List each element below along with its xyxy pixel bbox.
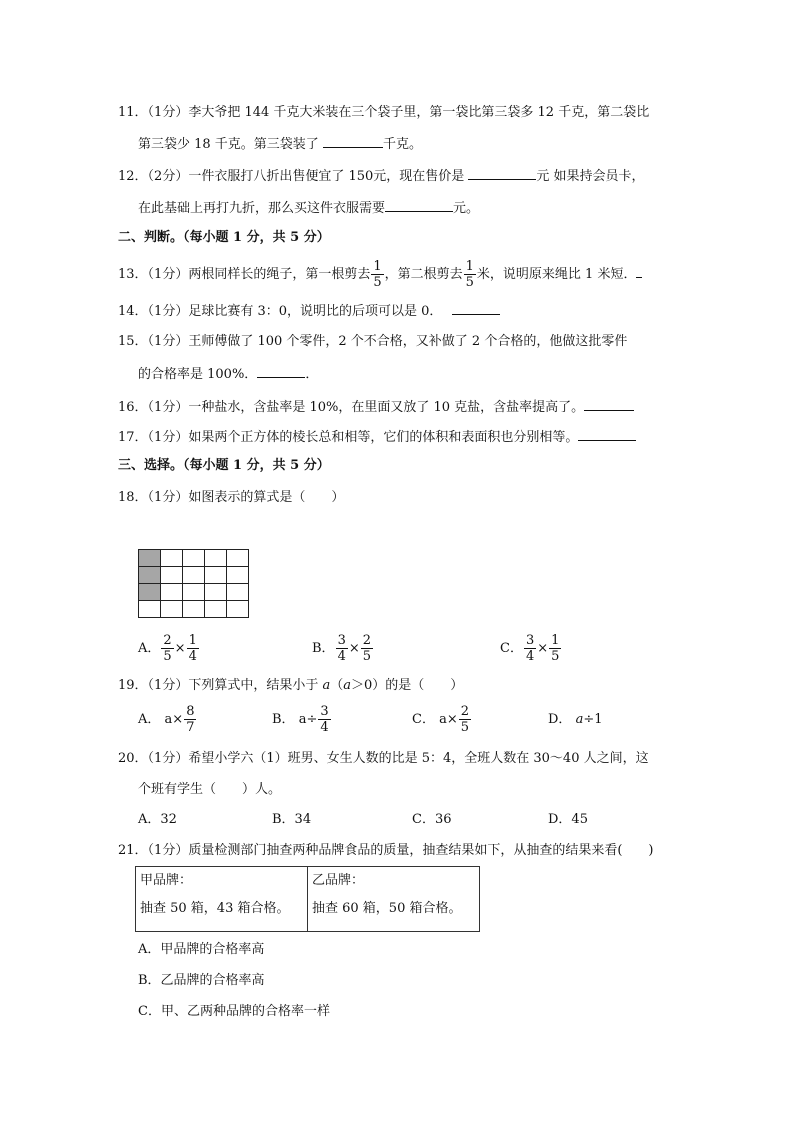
brand-b-name: 乙品牌： <box>312 873 365 888</box>
q13-text: 13．（1分）两根同样长的绳子，第一根剪去 <box>118 267 371 282</box>
brand-a-result: 抽查 50 箱，43 箱合格。 <box>140 901 290 916</box>
q18-c-frac-1: $\frac{3}{4}$ <box>525 633 535 664</box>
q11-line2 <box>138 133 422 155</box>
q20-option-c[interactable]: C．36 <box>412 812 452 827</box>
brand-a-name: 甲品牌： <box>140 873 193 888</box>
q12-line1 <box>118 165 645 187</box>
q14-answer-blank[interactable] <box>452 300 500 315</box>
q18-b-frac-2: $\frac{2}{5}$ <box>362 633 372 664</box>
q11-unit: 千克。 <box>382 137 422 152</box>
q19-a-frac: $\frac{8}{7}$ <box>186 704 195 735</box>
q20-line2: 个班有学生（ ）人。 <box>138 782 282 797</box>
q18-fraction-grid-figure <box>138 549 249 618</box>
q12-text: 12．（2分）一件衣服打八折出售便宜了 150元，现在售价是 <box>118 169 469 184</box>
q21-line: 21．（1分）质量检测部门抽查两种品牌食品的质量，抽查结果如下，从抽查的结果来看( ) <box>118 843 654 858</box>
brand-b-cell <box>308 867 480 932</box>
q15-line2 <box>138 363 318 385</box>
q15-answer-blank[interactable] <box>257 363 305 378</box>
q17-line <box>118 426 636 448</box>
q18-line: 18．（1分）如图表示的算式是（ ） <box>118 490 345 505</box>
q21-option-a[interactable]: A．甲品牌的合格率高 <box>138 942 265 957</box>
q18-option-b[interactable]: B． $\frac{3}{4}$ × $\frac{2}{5}$ <box>312 633 372 664</box>
q12-unit: 元。 <box>453 201 480 216</box>
q18-c-frac-2: $\frac{1}{5}$ <box>551 633 560 664</box>
q16-line <box>118 396 634 418</box>
section-heading-choice: 三、选择。（每小题 1 分，共 5 分） <box>118 458 330 473</box>
q17-answer-blank[interactable] <box>578 426 636 441</box>
q16-text: 16．（1分）一种盐水，含盐率是 10%，在里面又放了 10 克盐，含盐率提高了。 <box>118 400 585 415</box>
q13-line <box>118 259 642 290</box>
q15-end: ． <box>305 367 319 382</box>
q11-line1: 11．（1分）李大爷把 144 千克大米装在三个袋子里，第一袋比第三袋多 12 千克，第二袋比 <box>118 105 650 120</box>
q12-text-2: 元 如果持会员卡， <box>536 169 645 184</box>
q13-fraction-1: $\frac{1}{5}$ <box>373 259 382 290</box>
q15-text: 的合格率是 100%． <box>138 367 258 382</box>
q19-option-b[interactable]: B． a÷ $\frac{3}{4}$ <box>272 704 329 735</box>
q19-option-c[interactable]: C． a× $\frac{2}{5}$ <box>412 704 470 735</box>
brand-b-result: 抽查 60 箱，50 箱合格。 <box>312 901 462 916</box>
q13-text-3: 米，说明原来绳比 1 米短． <box>476 267 637 282</box>
q20-option-b[interactable]: B．34 <box>272 812 312 827</box>
brand-a-cell <box>136 867 308 932</box>
q15-line1: 15．（1分）王师傅做了 100 个零件，2 个不合格，又补做了 2 个合格的，他做这批零件 <box>118 334 628 349</box>
q12-answer-blank-2[interactable] <box>385 197 453 212</box>
q19-option-d[interactable]: D． a÷1 <box>548 712 603 727</box>
section-heading-judgement: 二、判断。（每小题 1 分，共 5 分） <box>118 230 330 245</box>
q20-option-a[interactable]: A．32 <box>138 812 177 827</box>
q20-option-d[interactable]: D．45 <box>548 812 588 827</box>
q17-text: 17．（1分）如果两个正方体的棱长总和相等，它们的体积和表面积也分别相等。 <box>118 430 579 445</box>
q13-text-2: ，第二根剪去 <box>384 267 463 282</box>
q19-line: 19．（1分）下列算式中，结果小于 a（a＞0）的是（ ） <box>118 678 464 693</box>
q12-text-3: 在此基础上再打九折，那么买这件衣服需要 <box>138 201 386 216</box>
q12-line2 <box>138 197 479 219</box>
q12-answer-blank-1[interactable] <box>468 165 536 180</box>
q18-a-frac-1: $\frac{2}{5}$ <box>163 633 172 664</box>
q11-answer-blank[interactable] <box>323 133 383 148</box>
q18-option-c[interactable]: C． $\frac{3}{4}$ × $\frac{1}{5}$ <box>500 633 560 664</box>
q21-option-c[interactable]: C．甲、乙两种品牌的合格率一样 <box>138 1004 330 1019</box>
q19-c-frac: $\frac{2}{5}$ <box>460 704 470 735</box>
q11-text: 第三袋少 18 千克。第三袋装了 <box>138 137 323 152</box>
q13-answer-blank[interactable] <box>636 263 642 278</box>
q18-b-frac-1: $\frac{3}{4}$ <box>337 633 346 664</box>
q13-fraction-2: $\frac{1}{5}$ <box>465 259 474 290</box>
q19-b-frac: $\frac{3}{4}$ <box>320 704 329 735</box>
q20-line1: 20．（1分）希望小学六（1）班男、女生人数的比是 5：4，全班人数在 30～40 人之间，这 <box>118 751 649 766</box>
q21-brand-table <box>135 866 480 932</box>
q21-option-b[interactable]: B．乙品牌的合格率高 <box>138 973 265 988</box>
q18-option-a[interactable]: A． $\frac{2}{5}$ × $\frac{1}{4}$ <box>138 633 197 664</box>
q18-a-frac-2: $\frac{1}{4}$ <box>188 633 197 664</box>
q14-line <box>118 300 500 322</box>
q16-answer-blank[interactable] <box>584 396 634 411</box>
q19-option-a[interactable]: A． a× $\frac{8}{7}$ <box>138 704 195 735</box>
q14-text: 14．（1分）足球比赛有 3：0，说明比的后项可以是 0． <box>118 304 443 319</box>
